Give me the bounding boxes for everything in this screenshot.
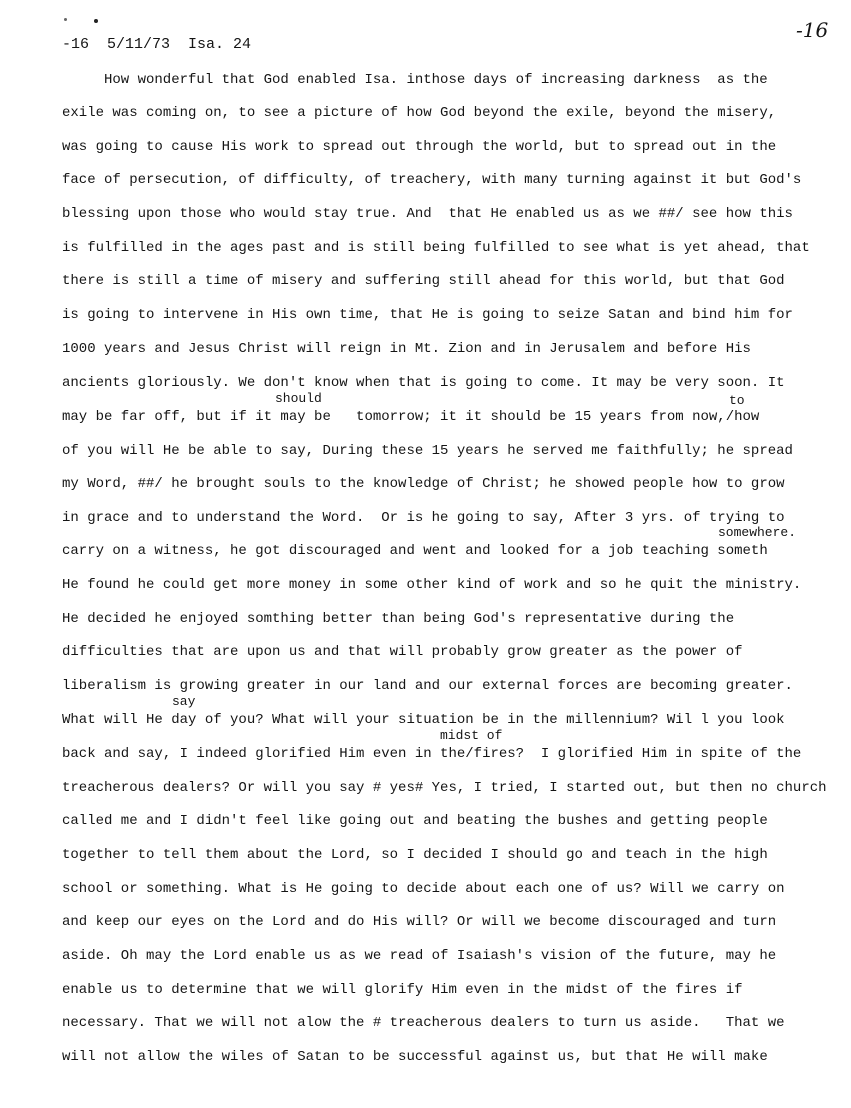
text-line-26: and keep our eyes on the Lord and do His will? Or will we become discouraged and turn — [62, 914, 777, 930]
text-line-15: carry on a witness, he got discouraged and went and looked for a job teaching someth — [62, 543, 768, 559]
text-line-17: He decided he enjoyed somthing better than being God's representative during the — [62, 611, 735, 627]
text-line-11: may be far off, but if it may be tomorrow; it it should be 15 years from now,/how — [62, 409, 760, 425]
text-line-24: together to tell them about the Lord, so I decided I should go and teach in the high — [62, 847, 768, 863]
text-line-16: He found he could get more money in some other kind of work and so he quit the ministry. — [62, 577, 802, 593]
insert-should: should — [275, 391, 322, 406]
insert-somewhere: somewhere. — [718, 525, 797, 540]
text-line-13: my Word, ##/ he brought souls to the knowledge of Christ; he showed people how to grow — [62, 476, 785, 492]
text-line-23: called me and I didn't feel like going out and beating the bushes and getting people — [62, 813, 768, 829]
text-line-29: necessary. That we will not alow the # treacherous dealers to turn us aside. That we — [62, 1015, 785, 1031]
text-line-10: ancients gloriously. We don't know when that is going to come. It may be very soon. It — [62, 375, 785, 391]
text-line-14: in grace and to understand the Word. Or is he going to say, After 3 yrs. of trying to — [62, 510, 785, 526]
text-line-7: there is still a time of misery and suffering still ahead for this world, but that God — [62, 273, 785, 289]
text-line-19: liberalism is growing greater in our land and our external forces are becoming greater. — [62, 678, 793, 694]
scan-dot — [94, 19, 98, 23]
text-line-27: aside. Oh may the Lord enable us as we read of Isaiash's vision of the future, may he — [62, 948, 777, 964]
insert-to: to — [729, 393, 745, 408]
page-header: -16 5/11/73 Isa. 24 — [62, 36, 252, 53]
text-line-4: face of persecution, of difficulty, of treachery, with many turning against it but God's — [62, 172, 802, 188]
text-line-2: exile was coming on, to see a picture of how God beyond the exile, beyond the misery, — [62, 105, 777, 121]
text-line-21: back and say, I indeed glorified Him even in the/fires? I glorified Him in spite of the — [62, 746, 802, 762]
scan-speck — [64, 18, 67, 21]
handwritten-page-number: -16 — [796, 18, 829, 42]
text-line-9: 1000 years and Jesus Christ will reign in Mt. Zion and in Jerusalem and before His — [62, 341, 751, 357]
text-line-30: will not allow the wiles of Satan to be successful against us, but that He will make — [62, 1049, 768, 1065]
text-line-28: enable us to determine that we will glorify Him even in the midst of the fires if — [62, 982, 743, 998]
text-line-8: is going to intervene in His own time, that He is going to seize Satan and bind him for — [62, 307, 793, 323]
insert-midst-of: midst of — [440, 728, 503, 743]
text-line-25: school or something. What is He going to decide about each one of us? Will we carry on — [62, 881, 785, 897]
text-line-20: What will He day of you? What will your situation be in the millennium? Wil l you look — [62, 712, 785, 728]
text-line-22: treacherous dealers? Or will you say # yes# Yes, I tried, I started out, but then no church — [62, 780, 827, 796]
text-line-18: difficulties that are upon us and that will probably grow greater as the power of — [62, 644, 743, 660]
text-line-1: How wonderful that God enabled Isa. inthose days of increasing darkness as the — [104, 72, 768, 88]
text-line-12: of you will He be able to say, During these 15 years he served me faithfully; he spread — [62, 443, 793, 459]
text-line-5: blessing upon those who would stay true. And that He enabled us as we ##/ see how this — [62, 206, 793, 222]
text-line-3: was going to cause His work to spread out through the world, but to spread out in the — [62, 139, 777, 155]
insert-say: say — [172, 694, 196, 709]
text-line-6: is fulfilled in the ages past and is still being fulfilled to see what is yet ahead, that — [62, 240, 810, 256]
